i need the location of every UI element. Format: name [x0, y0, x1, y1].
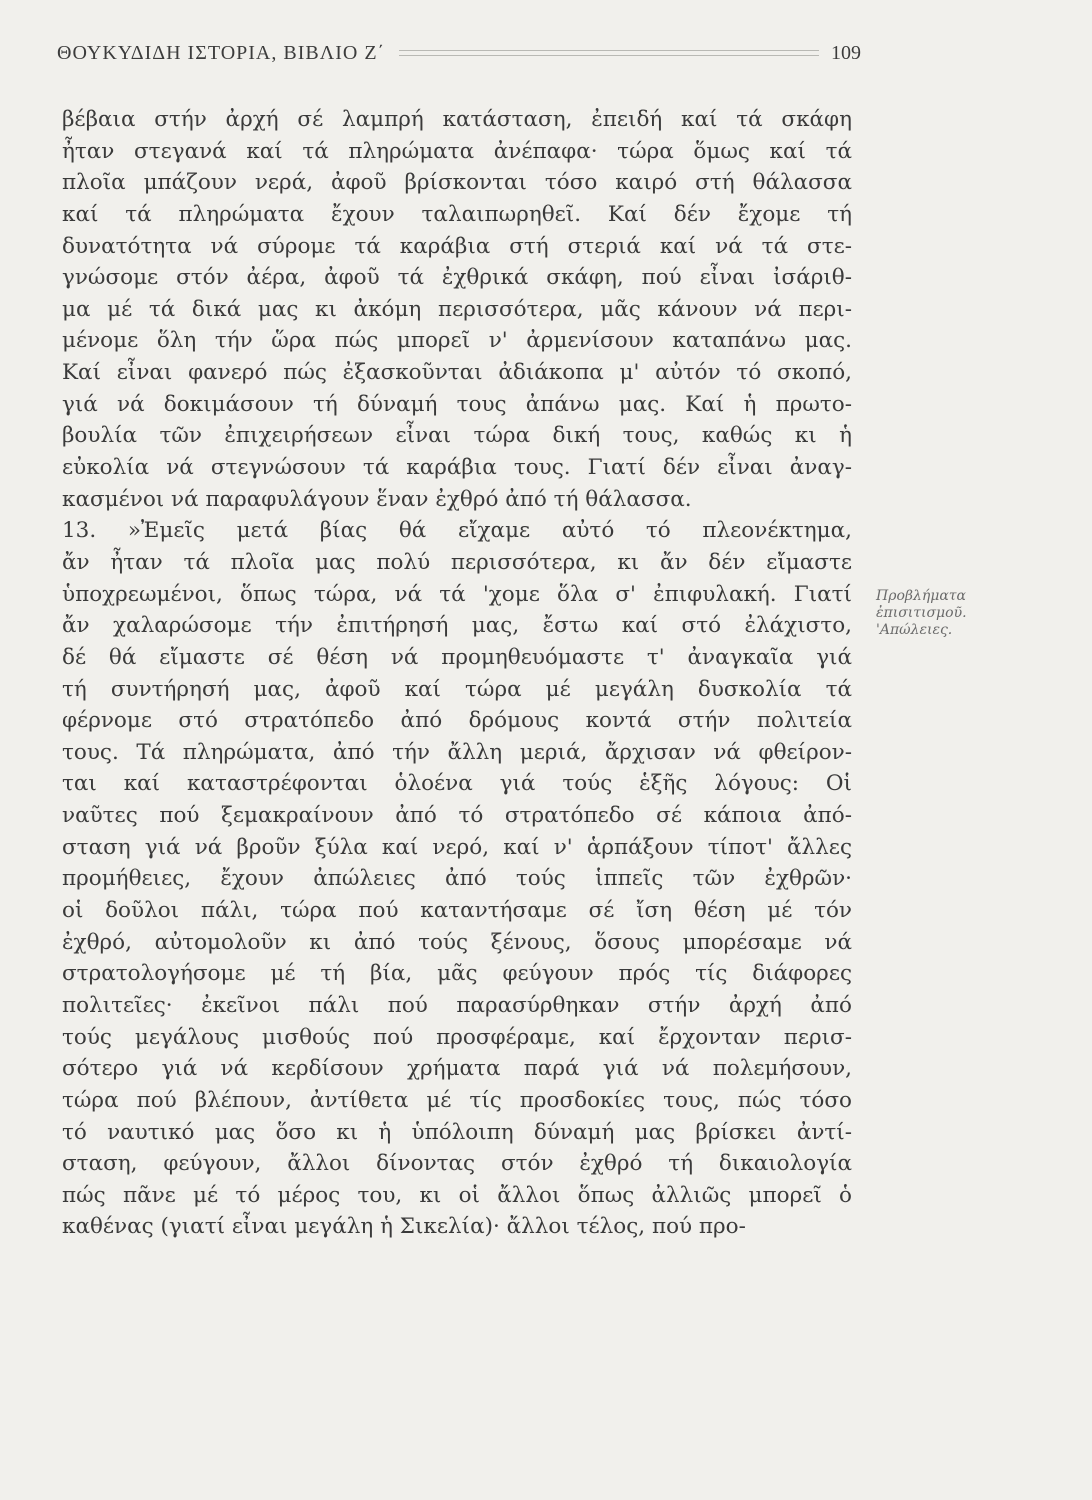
text-line: ὑποχρεωμένοι, ὅπως τώρα, νά τά 'χομε ὅλα σ' ἐπιφυλακή. Γιατί: [62, 581, 852, 607]
text-line: καθένας (γιατί εἶναι μεγάλη ἡ Σικελία)· ἄλλοι τέλος, πού προ-: [62, 1214, 746, 1240]
text-line: βέβαια στήν ἀρχή σέ λαμπρή κατάσταση, ἐπειδή καί τά σκάφη: [62, 107, 852, 132]
text-line: φέρνομε στό στρατόπεδο ἀπό δρόμους κοντά στήν πολιτεία: [62, 708, 852, 734]
text-line: οἱ δοῦλοι πάλι, τώρα πού καταντήσαμε σέ ἴση θέση μέ τόν: [62, 898, 852, 924]
text-line: καί τά πληρώματα ἔχουν ταλαιπωρηθεῖ. Καί δέν ἔχομε τή: [62, 201, 852, 227]
text-line: 13. »Ἐμεῖς μετά βίας θά εἴχαμε αὐτό τό πλεονέκτημα,: [62, 518, 852, 544]
marginal-note-line: Προβλήματα: [876, 588, 966, 604]
text-line: σότερο γιά νά κερδίσουν χρήματα παρά γιά νά πολεμήσουν,: [62, 1056, 852, 1082]
text-line: κασμένοι νά παραφυλάγουν ἕναν ἐχθρό ἀπό τή θάλασσα.: [62, 486, 692, 512]
marginal-note: [876, 588, 1076, 639]
text-line: πώς πᾶνε μέ τό μέρος του, κι οἱ ἄλλοι ὅπως ἀλλιῶς μπορεῖ ὁ: [62, 1182, 852, 1208]
text-line: δυνατότητα νά σύρομε τά καράβια στή στεριά καί νά τά στε-: [62, 233, 852, 259]
page-header: [57, 38, 869, 68]
text-line: ἐχθρό, αὐτομολοῦν κι ἀπό τούς ξένους, ὅσους μπορέσαμε νά: [62, 929, 852, 955]
text-line: μένομε ὅλη τήν ὥρα πώς μπορεῖ ν' ἀρμενίσουν καταπάνω μας.: [62, 328, 852, 354]
text-line: εὐκολία νά στεγνώσουν τά καράβια τους. Γιατί δέν εἶναι ἀναγ-: [62, 455, 852, 481]
text-line: δέ θά εἴμαστε σέ θέση νά προμηθευόμαστε τ' ἀναγκαῖα γιά: [62, 644, 852, 670]
text-line: ἦταν στεγανά καί τά πληρώματα ἀνέπαφα· τώρα ὅμως καί τά: [62, 138, 852, 164]
text-line: ται καί καταστρέφονται ὁλοένα γιά τούς ἑξῆς λόγους: Οἱ: [62, 771, 852, 797]
body-text: [62, 104, 852, 1243]
text-line: τή συντήρησή μας, ἀφοῦ καί τώρα μέ μεγάλη δυσκολία τά: [62, 676, 852, 702]
text-line: σταση γιά νά βροῦν ξύλα καί νερό, καί ν' ἁρπάξουν τίποτ' ἄλλες: [62, 834, 852, 860]
text-line: ἄν ἦταν τά πλοῖα μας πολύ περισσότερα, κι ἄν δέν εἴμαστε: [62, 549, 852, 575]
text-line: σταση, φεύγουν, ἄλλοι δίνοντας στόν ἐχθρό τή δικαιολογία: [62, 1151, 852, 1177]
text-line: πλοῖα μπάζουν νερά, ἀφοῦ βρίσκονται τόσο καιρό στή θάλασσα: [62, 170, 852, 196]
text-line: τούς μεγάλους μισθούς πού προσφέραμε, καί ἔρχονταν περισ-: [62, 1024, 852, 1050]
text-line: Καί εἶναι φανερό πώς ἐξασκοῦνται ἀδιάκοπα μ' αὐτόν τό σκοπό,: [62, 360, 852, 386]
text-line: πολιτεῖες· ἐκεῖνοι πάλι πού παρασύρθηκαν στήν ἀρχή ἀπό: [62, 992, 852, 1018]
text-line: τους. Τά πληρώματα, ἀπό τήν ἄλλη μεριά, ἄρχισαν νά φθείρον-: [62, 739, 852, 765]
text-line: τώρα πού βλέπουν, ἀντίθετα μέ τίς προσδοκίες τους, πώς τόσο: [62, 1087, 852, 1113]
text-line: βουλία τῶν ἐπιχειρήσεων εἶναι τώρα δική τους, καθώς κι ἡ: [62, 423, 852, 449]
text-line: στρατολογήσομε μέ τή βία, μᾶς φεύγουν πρός τίς διάφορες: [62, 961, 852, 987]
running-title: ΘΟΥΚΥΔΙΔΗ ΙΣΤΟΡΙΑ, ΒΙΒΛΙΟ Ζ΄: [57, 41, 386, 64]
text-line: προμήθειες, ἔχουν ἀπώλειες ἀπό τούς ἱππεῖς τῶν ἐχθρῶν·: [62, 866, 852, 892]
marginal-note-line: ἐπισιτισμοῦ.: [876, 605, 967, 621]
text-line: γνώσομε στόν ἀέρα, ἀφοῦ τά ἐχθρικά σκάφη, πού εἶναι ἰσάριθ-: [62, 265, 852, 291]
page-number: 109: [831, 41, 861, 64]
text-line: μα μέ τά δικά μας κι ἀκόμη περισσότερα, μᾶς κάνουν νά περι-: [62, 296, 852, 322]
header-rule: [399, 50, 819, 56]
text-line: γιά νά δοκιμάσουν τή δύναμή τους ἀπάνω μας. Καί ἡ πρωτο-: [62, 391, 852, 417]
text-line: τό ναυτικό μας ὅσο κι ἡ ὑπόλοιπη δύναμή μας βρίσκει ἀντί-: [62, 1119, 852, 1145]
text-line: ναῦτες πού ξεμακραίνουν ἀπό τό στρατόπεδο σέ κάποια ἀπό-: [62, 803, 852, 829]
marginal-note-line: 'Απώλειες.: [876, 622, 953, 638]
text-line: ἄν χαλαρώσομε τήν ἐπιτήρησή μας, ἔστω καί στό ἐλάχιστο,: [62, 613, 852, 639]
